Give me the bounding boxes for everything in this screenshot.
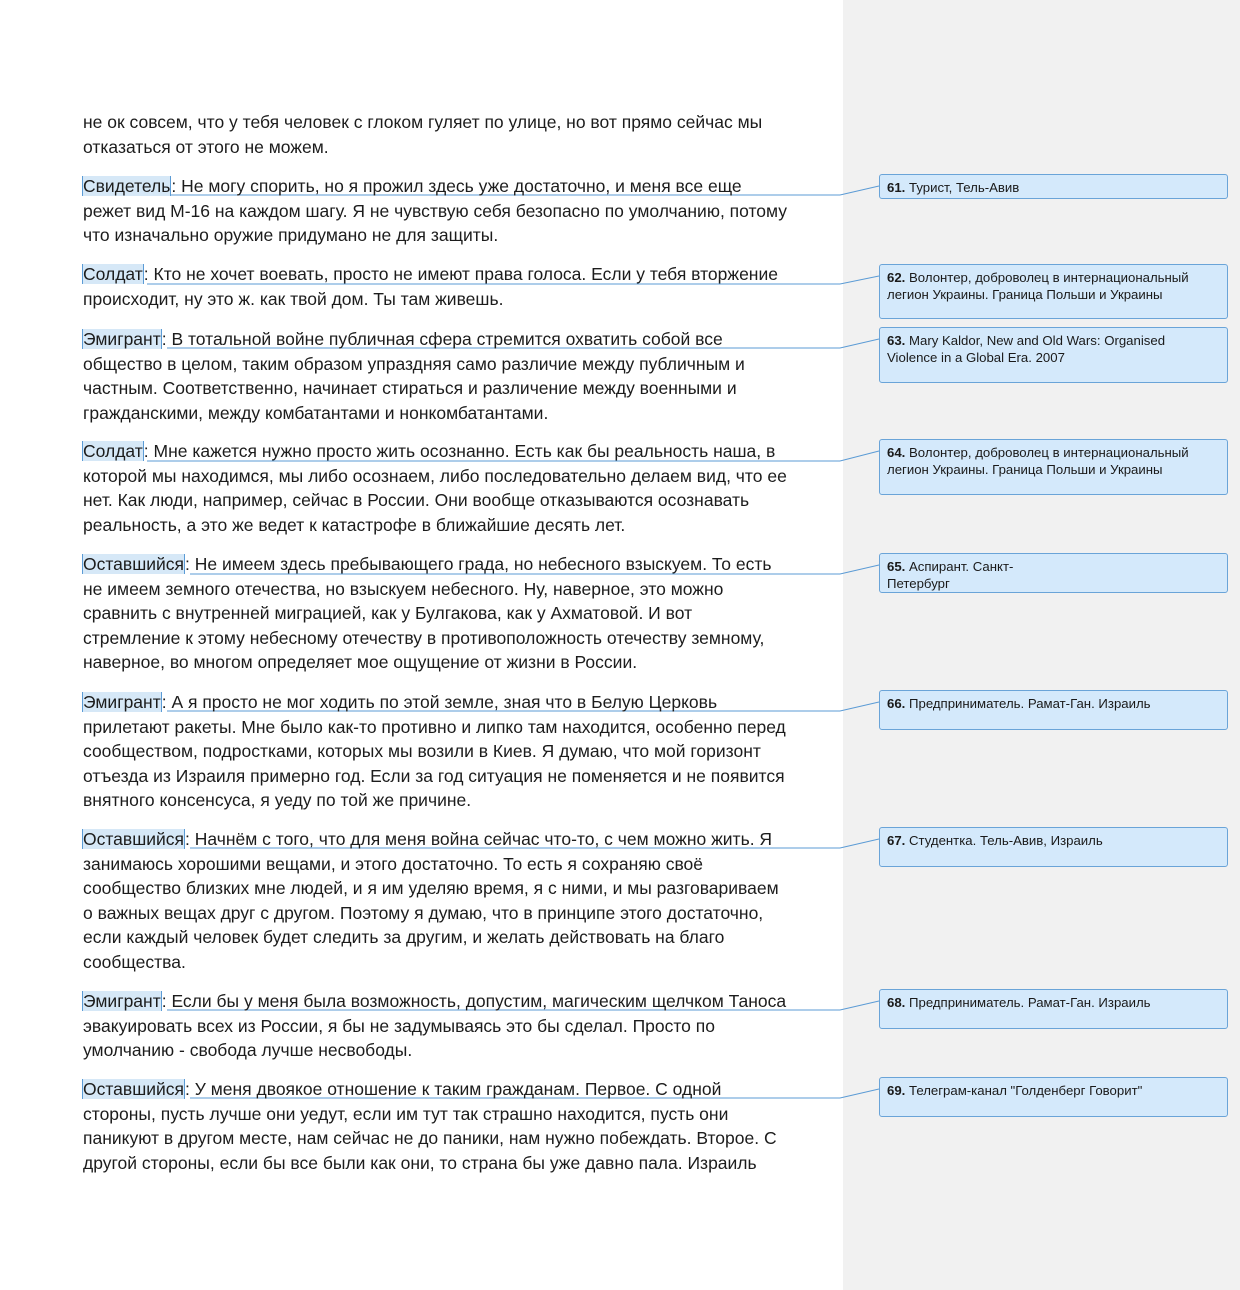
line-text: : Мне кажется нужно просто жить осознанно. Есть как бы реальность наша, в xyxy=(143,441,776,461)
line-text: внятного консенсуса, я уеду по той же причине. xyxy=(83,790,472,811)
line-text: нет. Как люди, например, сейчас в России. Они вообще отказываются осознавать xyxy=(83,490,750,511)
speaker-label[interactable]: Оставшийся xyxy=(83,554,185,574)
comment-number: 69. xyxy=(887,1083,906,1098)
comment-text: Аспирант. Санкт- xyxy=(905,559,1014,574)
comment-box[interactable] xyxy=(879,327,1228,383)
paragraph-line xyxy=(83,223,835,248)
paragraph-line xyxy=(83,601,835,626)
comment-box[interactable] xyxy=(879,827,1228,867)
comment-box[interactable] xyxy=(879,1077,1228,1117)
line-text: стороны, пусть лучше они уедут, если им тут так страшно находится, пусть они xyxy=(83,1103,729,1124)
line-text: стремление к этому небесному отечеству в противоположность отечеству земному, xyxy=(83,627,765,648)
speaker-label[interactable]: Оставшийся xyxy=(83,829,185,849)
paragraph-line xyxy=(83,1038,835,1063)
paragraph-line xyxy=(83,352,835,377)
comment-number: 67. xyxy=(887,833,906,848)
line-text: : У меня двоякое отношение к таким гражданам. Первое. С одной xyxy=(185,1079,722,1099)
speaker-label[interactable]: Эмигрант xyxy=(83,329,161,349)
comment-box[interactable] xyxy=(879,174,1228,199)
paragraph-line xyxy=(83,262,835,287)
paragraph-line xyxy=(83,788,835,813)
line-text: : Не могу спорить, но я прожил здесь уже достаточно, и меня все еще xyxy=(171,176,742,196)
comment-number: 61. xyxy=(887,180,906,195)
paragraph-line xyxy=(83,901,835,926)
comment-text: легион Украины. Граница Польши и Украины xyxy=(887,462,1163,477)
line-text: не имеем земного отечества, но взыскуем небесного. Ну, наверное, это можно xyxy=(83,578,724,599)
paragraph-line xyxy=(83,174,835,199)
line-text: сообщество близких мне людей, и я им уделяю время, я с ними, и мы разговариваем xyxy=(83,878,779,899)
line-text: отказаться от этого не можем. xyxy=(83,136,329,157)
paragraph xyxy=(83,110,835,159)
line-text: гражданскими, между комбатантами и нонкомбатантами. xyxy=(83,402,549,423)
line-text: которой мы находимся, мы либо осознаем, либо последовательно делаем вид, что ее xyxy=(83,465,787,486)
paragraph xyxy=(83,174,835,248)
comment-text: Mary Kaldor, New and Old Wars: Organised xyxy=(905,333,1166,348)
paragraph-line xyxy=(83,827,835,852)
speaker-label[interactable]: Оставшийся xyxy=(83,1079,185,1099)
paragraph xyxy=(83,827,835,975)
paragraph-line xyxy=(83,488,835,513)
line-text: : Начнём с того, что для меня война сейчас что-то, с чем можно жить. Я xyxy=(185,829,773,849)
line-text: отъезда из Израиля примерно год. Если за год ситуация не поменяется и не появится xyxy=(83,765,785,786)
paragraph xyxy=(83,552,835,675)
comment-number: 62. xyxy=(887,270,906,285)
line-text: сообщества. xyxy=(83,951,186,972)
speaker-label[interactable]: Солдат xyxy=(83,264,143,284)
line-text: происходит, ну это ж. как твой дом. Ты там живешь. xyxy=(83,288,504,309)
comment-text: Телеграм-канал "Голденберг Говорит" xyxy=(905,1083,1143,1098)
paragraph-line xyxy=(83,739,835,764)
paragraph xyxy=(83,989,835,1063)
paragraph-line xyxy=(83,199,835,224)
comment-text: Петербург xyxy=(887,576,950,591)
line-text: наверное, во многом определяет мое ощущение от жизни в России. xyxy=(83,652,638,673)
paragraph xyxy=(83,327,835,425)
paragraph-line xyxy=(83,110,835,135)
paragraph-line xyxy=(83,552,835,577)
paragraph-line xyxy=(83,715,835,740)
line-text: сравнить с внутренней миграцией, как у Булгакова, как у Ахматовой. И вот xyxy=(83,603,693,624)
line-text: паникуют в другом месте, нам сейчас не до паники, нам нужно побеждать. Второе. С xyxy=(83,1128,777,1149)
paragraph-line xyxy=(83,925,835,950)
paragraph-line xyxy=(83,764,835,789)
paragraph-line xyxy=(83,852,835,877)
paragraph-line xyxy=(83,577,835,602)
comment-number: 63. xyxy=(887,333,906,348)
line-text: умолчанию - свобода лучше несвободы. xyxy=(83,1040,413,1061)
comment-number: 68. xyxy=(887,995,906,1010)
comment-number: 66. xyxy=(887,696,906,711)
line-text: : Кто не хочет воевать, просто не имеют права голоса. Если у тебя вторжение xyxy=(143,264,778,284)
line-text: что изначально оружие придумано не для защиты. xyxy=(83,225,499,246)
comment-box[interactable] xyxy=(879,989,1228,1029)
paragraph xyxy=(83,690,835,813)
paragraph-line xyxy=(83,650,835,675)
line-text: режет вид M-16 на каждом шагу. Я не чувствую себя безопасно по умолчанию, потому xyxy=(83,200,788,221)
paragraph-line xyxy=(83,1102,835,1127)
paragraph-line xyxy=(83,626,835,651)
paragraph-line xyxy=(83,1077,835,1102)
line-text: сообществом, подростками, которых мы возили в Киев. Я думаю, что мой горизонт xyxy=(83,741,761,762)
paragraph-line xyxy=(83,1151,835,1176)
comment-text: Предприниматель. Рамат-Ган. Израиль xyxy=(905,696,1151,711)
comment-number: 64. xyxy=(887,445,906,460)
paragraph-line xyxy=(83,1014,835,1039)
comment-number: 65. xyxy=(887,559,906,574)
speaker-label[interactable]: Солдат xyxy=(83,441,143,461)
line-text: прилетают ракеты. Мне было как-то противно и липко там находится, особенно перед xyxy=(83,716,786,737)
line-text: реальность, а это же ведет к катастрофе в ближайшие десять лет. xyxy=(83,514,626,535)
line-text: другой стороны, если бы все были как они, то страна бы уже давно пала. Израиль xyxy=(83,1152,757,1173)
paragraph-line xyxy=(83,327,835,352)
line-text: : А я просто не мог ходить по этой земле, зная что в Белую Церковь xyxy=(161,692,718,712)
paragraph xyxy=(83,439,835,537)
paragraph-line xyxy=(83,876,835,901)
paragraph xyxy=(83,1077,835,1175)
line-text: эвакуировать всех из России, я бы не задумываясь это бы сделал. Просто по xyxy=(83,1015,715,1036)
comment-text: Волонтер, доброволец в интернациональный xyxy=(905,445,1189,460)
paragraph xyxy=(83,262,835,311)
line-text: занимаюсь хорошими вещами, и этого достаточно. То есть я сохраняю своё xyxy=(83,853,704,874)
paragraph-line xyxy=(83,989,835,1014)
comment-text: Турист, Тель-Авив xyxy=(905,180,1020,195)
comment-text: легион Украины. Граница Польши и Украины xyxy=(887,287,1163,302)
paragraph-line xyxy=(83,376,835,401)
paragraph-line xyxy=(83,690,835,715)
comment-text: Violence in a Global Era. 2007 xyxy=(887,350,1065,365)
paragraph-line xyxy=(83,513,835,538)
paragraph-line xyxy=(83,287,835,312)
line-text: : Не имеем здесь пребывающего града, но небесного взыскуем. То есть xyxy=(185,554,772,574)
line-text: если каждый человек будет следить за другим, и желать действовать на благо xyxy=(83,927,725,948)
comment-box[interactable] xyxy=(879,439,1228,495)
paragraph-line xyxy=(83,135,835,160)
line-text: не ок совсем, что у тебя человек с глоком гуляет по улице, но вот прямо сейчас мы xyxy=(83,112,763,132)
line-text: : В тотальной войне публичная сфера стремится охватить собой все xyxy=(161,329,723,349)
speaker-label[interactable]: Эмигрант xyxy=(83,692,161,712)
comment-text: Предприниматель. Рамат-Ган. Израиль xyxy=(905,995,1151,1010)
paragraph-line xyxy=(83,439,835,464)
comment-box[interactable] xyxy=(879,553,1228,593)
line-text: : Если бы у меня была возможность, допустим, магическим щелчком Таноса xyxy=(161,991,787,1011)
comment-text: Студентка. Тель-Авив, Израиль xyxy=(905,833,1103,848)
paragraph-line xyxy=(83,464,835,489)
speaker-label[interactable]: Эмигрант xyxy=(83,991,161,1011)
comment-box[interactable] xyxy=(879,264,1228,319)
line-text: частным. Соответственно, начинает стираться и различение между военными и xyxy=(83,378,737,399)
speaker-label[interactable]: Свидетель xyxy=(83,176,171,196)
paragraph-line xyxy=(83,401,835,426)
paragraph-line xyxy=(83,1126,835,1151)
line-text: общество в целом, таким образом упраздняя само различие между публичным и xyxy=(83,353,745,374)
comment-text: Волонтер, доброволец в интернациональный xyxy=(905,270,1189,285)
paragraph-line xyxy=(83,950,835,975)
line-text: о важных вещах друг с другом. Поэтому я думаю, что в принципе этого достаточно, xyxy=(83,902,764,923)
comment-box[interactable] xyxy=(879,690,1228,730)
